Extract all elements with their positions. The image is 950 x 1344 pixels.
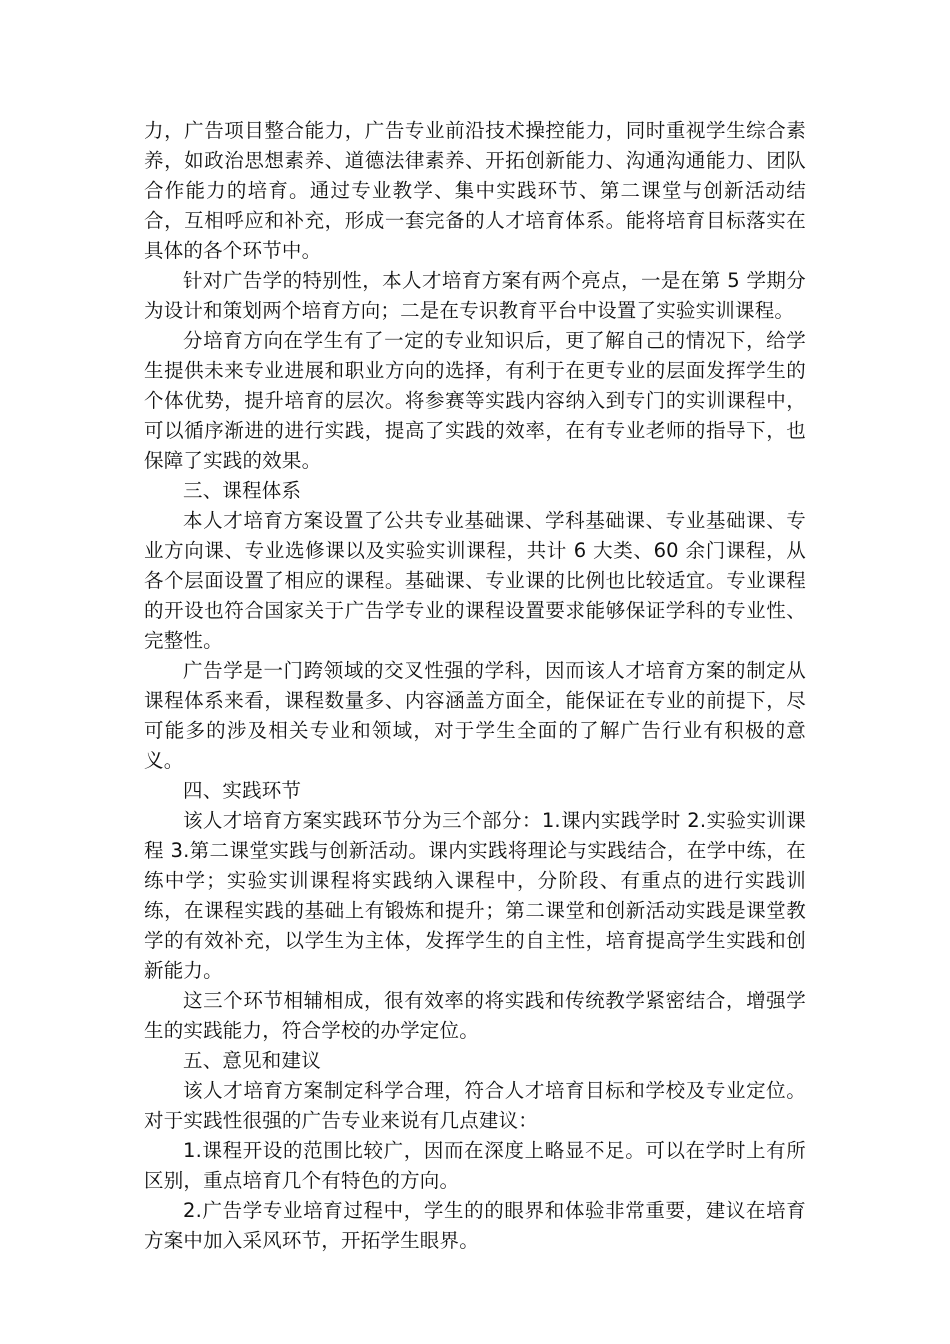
paragraph-direction-split: 分培育方向在学生有了一定的专业知识后，更了解自己的情况下，给学生提供未来专业进展和职业方向的选择，有利于在更专业的层面发挥学生的个体优势，提升培育的层次。将参赛等实践内容纳入到专门的实训课程中，可以循序渐进的进行实践，提高了实践的效率，在有专业老师的指导下，也保障了实践的效果。	[144, 329, 806, 472]
section-heading-curriculum: 三、课程体系	[183, 479, 302, 502]
section-heading-practice: 四、实践环节	[183, 779, 302, 802]
paragraph-highlights: 针对广告学的特别性，本人才培育方案有两个亮点，一是在第 5 学期分为设计和策划两个培育方向；二是在专识教育平台中设置了实验实训课程。	[144, 269, 806, 322]
paragraph-suggestion-1: 1.课程开设的范围比较广，因而在深度上略显不足。可以在学时上有所区别，重点培育几个有特色的方向。	[144, 1139, 806, 1192]
paragraph-suggestions-intro: 该人才培育方案制定科学合理，符合人才培育目标和学校及专业定位。对于实践性很强的广告专业来说有几点建议：	[144, 1079, 806, 1132]
paragraph-competency-summary: 力，广告项目整合能力，广告专业前沿技术操控能力，同时重视学生综合素养，如政治思想素养、道德法律素养、开拓创新能力、沟通沟通能力、团队合作能力的培育。通过专业教学、集中实践环节、第二课堂与创新活动结合，互相呼应和补充，形成一套完备的人才培育体系。能将培育目标落实在具体的各个环节中。	[144, 119, 806, 262]
paragraph-practice-parts: 该人才培育方案实践环节分为三个部分：1.课内实践学时 2.实验实训课程 3.第二课堂实践与创新活动。课内实践将理论与实践结合，在学中练，在练中学；实验实训课程将实践纳入课程中，分阶段、有重点的进行实践训练，在课程实践的基础上有锻炼和提升；第二课堂和创新活动实践是课堂教学的有效补充，以学生为主体，发挥学生的自主性，培育提高学生实践和创新能力。	[144, 809, 806, 982]
section-heading-suggestions: 五、意见和建议	[183, 1049, 321, 1072]
document-page	[144, 116, 806, 1256]
paragraph-suggestion-2: 2.广告学专业培育过程中，学生的的眼界和体验非常重要，建议在培育方案中加入采风环节，开拓学生眼界。	[144, 1199, 806, 1252]
paragraph-curriculum-setup: 本人才培育方案设置了公共专业基础课、学科基础课、专业基础课、专业方向课、专业选修课以及实验实训课程，共计 6 大类、60 余门课程，从各个层面设置了相应的课程。基础课、专业课的比例也比较适宜。专业课程的开设也符合国家关于广告学专业的课程设置要求能够保证学科的专业性、完整性。	[144, 509, 806, 652]
paragraph-curriculum-scope: 广告学是一门跨领域的交叉性强的学科，因而该人才培育方案的制定从课程体系来看，课程数量多、内容涵盖方面全，能保证在专业的前提下，尽可能多的涉及相关专业和领域，对于学生全面的了解广告行业有积极的意义。	[144, 659, 806, 772]
paragraph-practice-summary: 这三个环节相辅相成，很有效率的将实践和传统教学紧密结合，增强学生的实践能力，符合学校的办学定位。	[144, 989, 806, 1042]
